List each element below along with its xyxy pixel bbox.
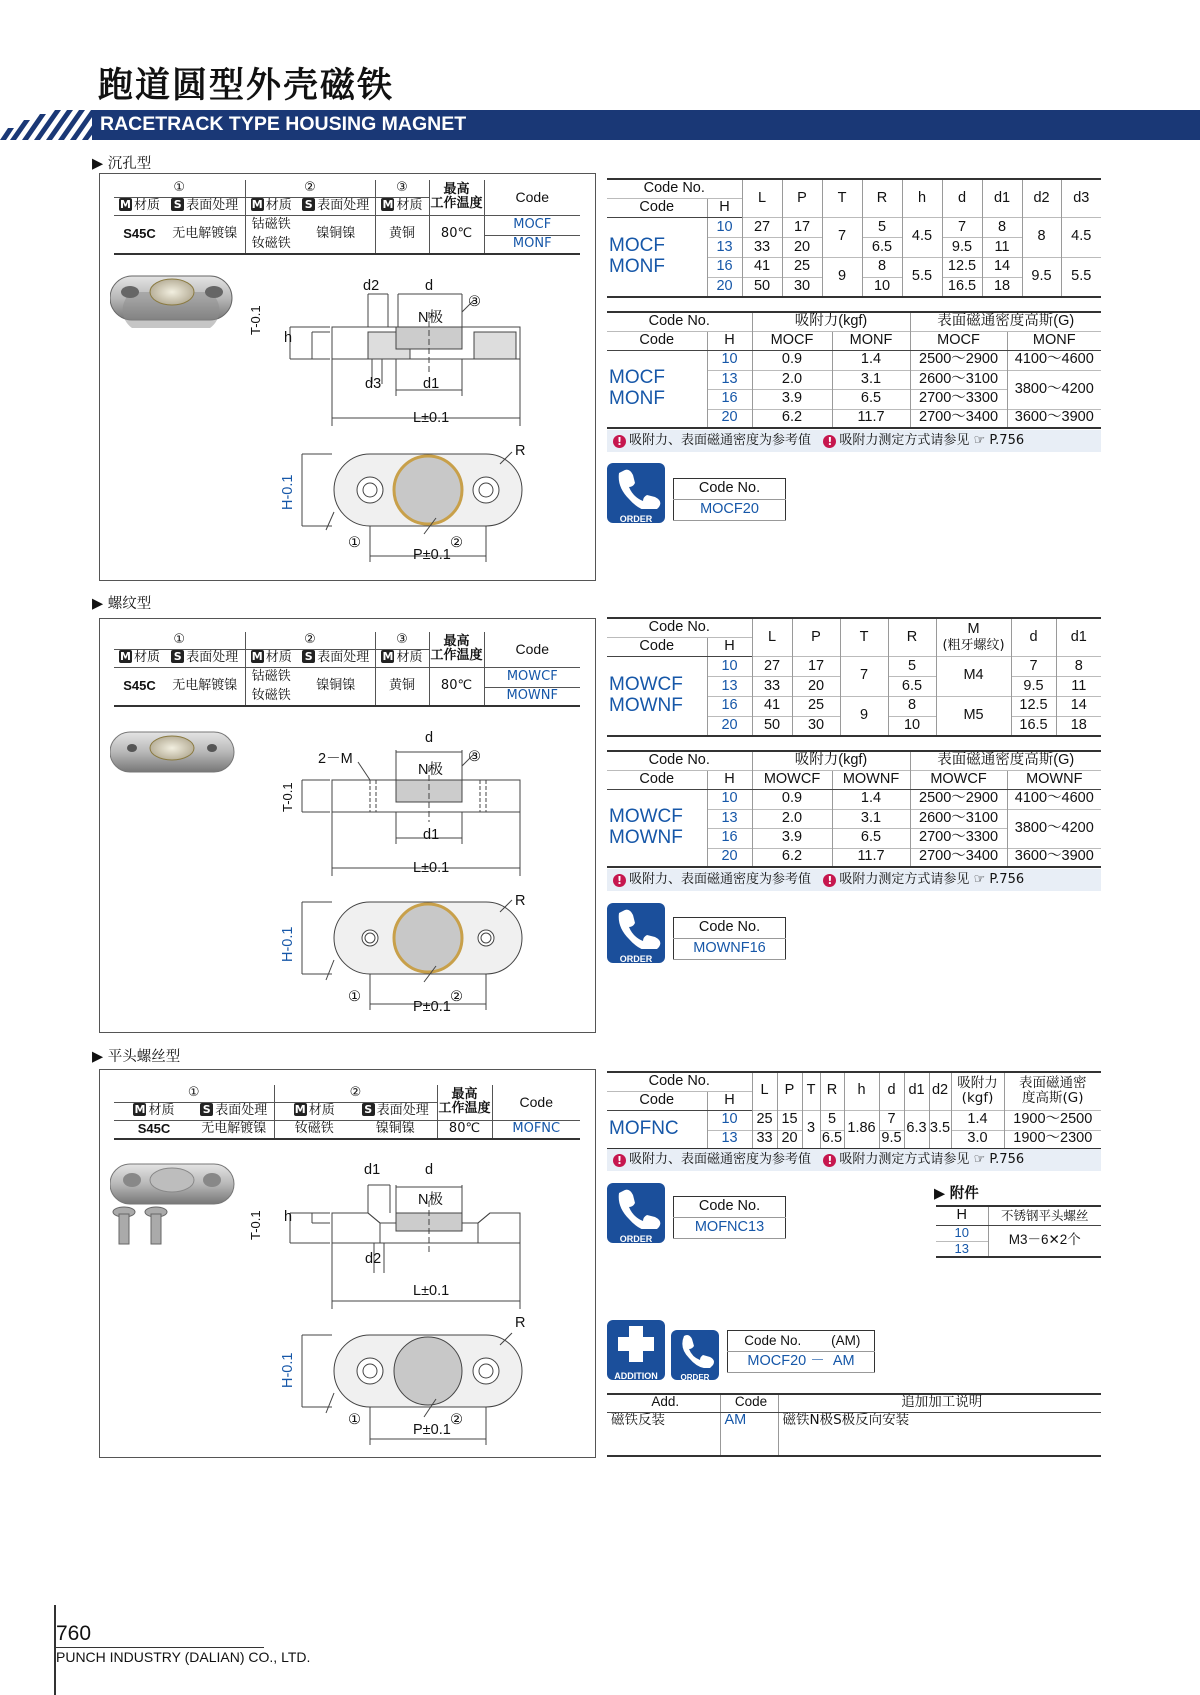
dim-p: P±0.1: [413, 547, 451, 563]
callout-2: ②: [450, 989, 463, 1005]
dimension-drawing-2: [230, 730, 550, 1030]
dim-t: T-0.1: [248, 1210, 263, 1240]
order-icon: ORDER: [607, 903, 665, 963]
callout-1: ①: [348, 989, 361, 1005]
dim-p: P±0.1: [413, 1422, 451, 1438]
order-example-3: Code No. MOFNC13: [673, 1196, 786, 1239]
order-icon: ORDER: [607, 1183, 665, 1243]
material-table-1: ① ② ③ 最高 工作温度 Code M 材质 S 表面处理 M 材质 S 表面处理 M 材质 S45C 无电解镀镍 钴磁铁 镍铜镍 黄铜 80℃ MOCF 钕磁铁 MONF: [114, 180, 580, 255]
callout-2: ②: [450, 535, 463, 551]
dimension-table-1: Code No. L P T R h d d1 d2 d3 Code H MOCF MONF 10 27 17 7 5 4.5 7 8 8 4.5 13 33 20 6.5 9.5 11 16 41 25 9 8 5.5 12.5 14 9.5 5.5 20 50 30 10 16.5 18: [607, 178, 1101, 298]
dim-2m: 2－M: [318, 751, 353, 767]
page-subtitle: RACETRACK TYPE HOUSING MAGNET: [100, 113, 467, 135]
callout-3: ③: [468, 294, 481, 310]
product-photo-flathead: [110, 1160, 235, 1250]
callout-3: ③: [468, 749, 481, 765]
product-photo-thread: [110, 728, 235, 778]
order-example-1: Code No. MOCF20: [673, 478, 786, 521]
page-number: 760: [56, 1622, 92, 1645]
dim-p: P±0.1: [413, 999, 451, 1015]
dim-n-pole: N极: [418, 310, 443, 326]
dim-h-big: H-0.1: [280, 474, 296, 510]
section-heading-flathead: ▶ 平头螺丝型: [92, 1049, 181, 1065]
force-table-2: Code No. 吸附力(kgf) 表面磁通密度高斯(G) Code H MOWCF MOWNF MOWCF MOWNF MOWCF MOWNF 10 0.9 1.4 2500～2900 4100～4600 13 2.0 3.1 2600～3100 3800～4200 16 3.9 6.5 2700～3300 20 6.2 11.7 2700～3400 3600～3900: [607, 750, 1101, 868]
dim-n-pole: N极: [418, 762, 443, 778]
dim-d: d: [425, 730, 434, 746]
callout-1: ①: [348, 1412, 361, 1428]
dim-d2: d2: [365, 1251, 382, 1267]
note-bar-1: ! 吸附力、表面磁通密度为参考值 ! 吸附力测定方式请参见 ☞ P.756: [607, 430, 1101, 452]
dim-t: T-0.1: [280, 782, 295, 812]
dim-d: d: [425, 1162, 434, 1178]
page-title: 跑道圆型外壳磁铁: [98, 66, 395, 106]
footer-rule: [54, 1647, 264, 1648]
section-heading-counterbore: ▶ 沉孔型: [92, 156, 152, 172]
company-name: PUNCH INDUSTRY (DALIAN) CO., LTD.: [56, 1649, 311, 1665]
addition-icon: ADDITION: [607, 1320, 665, 1380]
order-icon: ORDER: [607, 463, 665, 523]
dim-h-big: H-0.1: [280, 926, 296, 962]
callout-2: ②: [450, 1412, 463, 1428]
force-table-1: Code No. 吸附力(kgf) 表面磁通密度高斯(G) Code H MOCF MONF MOCF MONF MOCF MONF 10 0.9 1.4 2500～2900 4100～4600 13 2.0 3.1 2600～3100 3800～4200 16 3.9 6.5 2700～3300 20 6.2 11.7 2700～3400 3600～3900: [607, 311, 1101, 429]
section-title: 沉孔型: [107, 156, 152, 172]
dim-r: R: [515, 893, 526, 909]
addition-order-example: Code No. (AM) MOCF20 － AM: [727, 1330, 875, 1373]
dim-r: R: [515, 443, 526, 459]
dimension-drawing-1: [230, 272, 550, 572]
material-table-3: ① ② 最高 工作温度 Code M 材质 S 表面处理 M 材质 S 表面处理 S45C 无电解镀镍 钕磁铁 镍铜镍 80℃ MOFNC: [114, 1085, 580, 1140]
dimension-table-2: Code No. L P T R M (粗牙螺纹) d d1 Code H MOWCF MOWNF 10 27 17 7 5 M4 7 8 13 33 20 6.5 9.5 11 16 41 25 9 8 M5 12.5 14 20 50 30 10 16.5 18: [607, 617, 1101, 737]
section-title: 螺纹型: [107, 596, 152, 612]
addition-table: Add. Code 追加加工说明 磁铁反装 AM 磁铁N极S极反向安装: [607, 1393, 1101, 1457]
page-ref-link[interactable]: ☞ P.756: [973, 1152, 1025, 1167]
material-table-2: ① ② ③ 最高 工作温度 Code M 材质 S 表面处理 M 材质 S 表面处理 M 材质 S45C 无电解镀镍 钴磁铁 镍铜镍 黄铜 80℃ MOWCF 钕磁铁 MOWNF: [114, 632, 580, 707]
dim-r: R: [515, 1315, 526, 1331]
page-ref-link[interactable]: ☞ P.756: [973, 433, 1025, 448]
accessory-table: H 不锈钢平头螺丝 10 M3－6✕2个 13: [936, 1205, 1101, 1258]
dim-h: h: [284, 330, 293, 346]
dim-t: T-0.1: [248, 305, 263, 335]
dimension-drawing-3: [230, 1165, 550, 1465]
note-bar-2: ! 吸附力、表面磁通密度为参考值 ! 吸附力测定方式请参见 ☞ P.756: [607, 869, 1101, 891]
dimension-table-3: Code No. L P T R h d d1 d2 吸附力 (kgf) 表面磁通密 度高斯(G) Code H MOFNC 10 25 15 3 5 1.86 7 6.3 3.5 1.4 1900～2500 13 33 20 6.5 9.5 3.0 1900～2300: [607, 1071, 1101, 1150]
accessory-heading: ▶ 附件: [934, 1186, 979, 1202]
dim-l: L±0.1: [413, 1283, 450, 1299]
dim-d1: d1: [423, 827, 440, 843]
section-title: 平头螺丝型: [107, 1049, 181, 1065]
page-ref-link[interactable]: ☞ P.756: [973, 872, 1025, 887]
title-banner: [0, 110, 1200, 140]
order-icon: ORDER: [671, 1330, 719, 1380]
dim-d: d: [425, 278, 434, 294]
dim-l: L±0.1: [413, 860, 450, 876]
dim-d1: d1: [423, 376, 440, 392]
dim-h: h: [284, 1209, 293, 1225]
product-photo-counterbore: [110, 270, 235, 330]
section-heading-thread: ▶ 螺纹型: [92, 596, 152, 612]
dim-d3: d3: [365, 376, 382, 392]
dim-h-big: H-0.1: [280, 1352, 296, 1388]
callout-1: ①: [348, 535, 361, 551]
dim-d1: d1: [364, 1162, 381, 1178]
dim-n-pole: N极: [418, 1192, 443, 1208]
dim-d2: d2: [363, 278, 380, 294]
note-bar-3: ! 吸附力、表面磁通密度为参考值 ! 吸附力测定方式请参见 ☞ P.756: [607, 1149, 1101, 1171]
order-example-2: Code No. MOWNF16: [673, 917, 786, 960]
dim-l: L±0.1: [413, 410, 450, 426]
